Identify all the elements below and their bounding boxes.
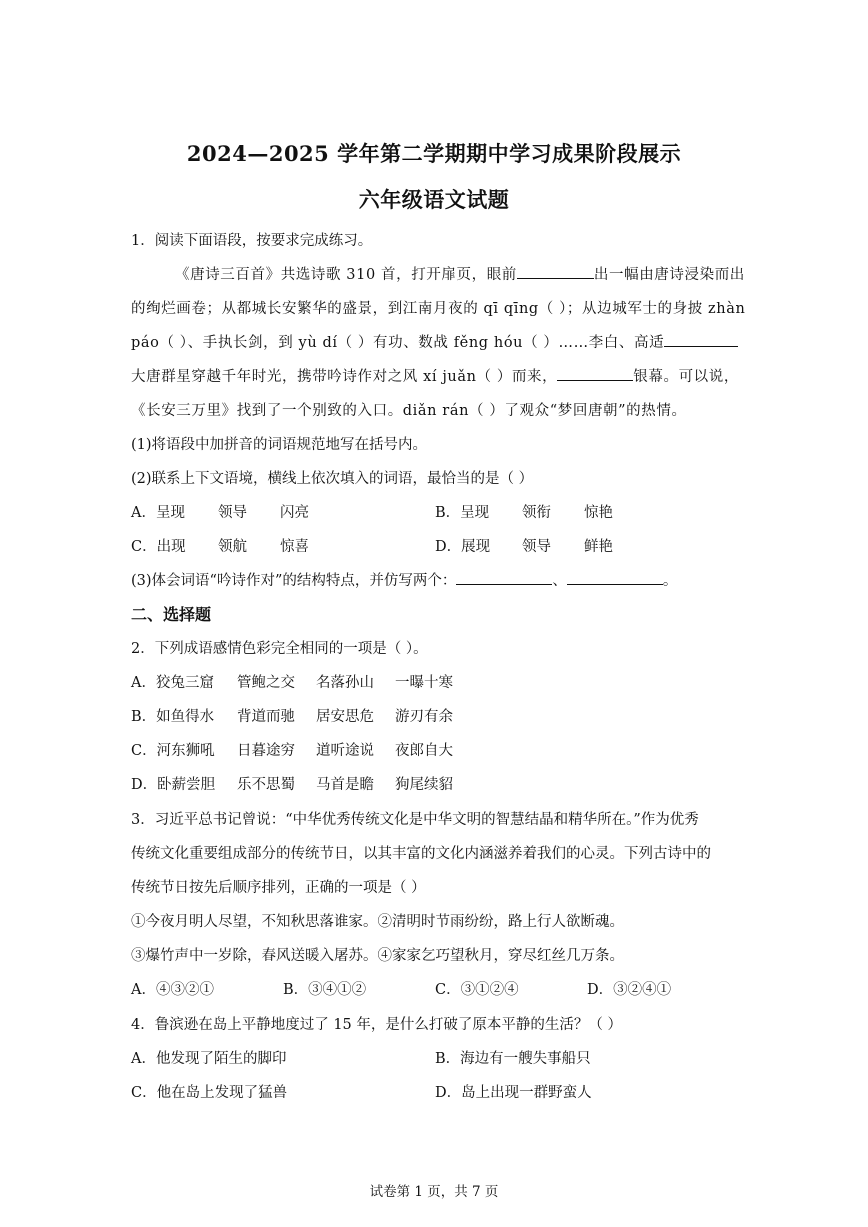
q1-sub3-blank-1[interactable] — [456, 570, 552, 585]
q1-passage-line-3 — [131, 331, 738, 352]
exam-subtitle: 六年级语文试题 — [358, 187, 510, 212]
q1-blank-2[interactable] — [664, 332, 738, 347]
q4-stem: 4．鲁滨逊在岛上平静地度过了 15 年，是什么打破了原本平静的生活？（ ） — [131, 1017, 623, 1033]
q2-option-b[interactable]: B．如鱼得水 背道而驰 居安思危 游刃有余 — [131, 709, 453, 725]
q1-passage-text: 银幕。可以说， — [633, 369, 739, 385]
q1-passage-line-1 — [175, 263, 745, 284]
q3-stem-line-1: 3．习近平总书记曾说：“中华优秀传统文化是中华文明的智慧结晶和精华所在。”作为优秀 — [131, 812, 699, 828]
q1-passage-text: 《唐诗三百首》共选诗歌 310 首，打开扉页，眼前 — [175, 267, 517, 283]
q3-option-b[interactable]: B．③④①② — [283, 982, 367, 998]
q4-option-c[interactable]: C．他在岛上发现了猛兽 — [131, 1085, 288, 1101]
q3-poem-line-1: ①今夜月明人尽望，不知秋思落谁家。②清明时节雨纷纷，路上行人欲断魂。 — [131, 914, 624, 930]
q1-blank-3[interactable] — [557, 366, 633, 381]
q1-passage-line-2: 的绚烂画卷；从都城长安繁华的盛景，到江南月夜的 qī qīng（ ）；从边城军士的身披 zhàn — [131, 301, 746, 317]
q3-option-a[interactable]: A．④③②① — [131, 982, 214, 998]
q1-passage-text: 出一幅由唐诗浸染而出 — [593, 267, 745, 283]
q1-option-a[interactable]: A．呈现 领导 闪亮 — [131, 505, 309, 521]
q4-option-b[interactable]: B．海边有一艘失事船只 — [435, 1051, 591, 1067]
q2-option-c[interactable]: C．河东狮吼 日暮途穷 道听途说 夜郎自大 — [131, 743, 453, 759]
exam-title: 2024—2025 学年第二学期期中学习成果阶段展示 — [186, 141, 682, 166]
q1-passage-text: 大唐群星穿越千年时光，携带吟诗作对之风 xí juǎn（ ）而来， — [131, 369, 558, 385]
q1-sub3: (3)体会词语“吟诗作对”的结构特点，并仿写两个： 、 。 — [131, 569, 677, 590]
q1-sub2: (2)联系上下文语境，横线上依次填入的词语，最恰当的是（ ） — [131, 471, 534, 487]
q1-sub3-blank-2[interactable] — [567, 570, 663, 585]
q2-stem: 2．下列成语感情色彩完全相同的一项是（ ）。 — [131, 641, 428, 657]
q3-stem-line-2: 传统文化重要组成部分的传统节日，以其丰富的文化内涵滋养着我们的心灵。下列古诗中的 — [131, 846, 711, 862]
section-heading: 二、选择题 — [131, 605, 212, 624]
page-footer: 试卷第 1 页，共 7 页 — [369, 1184, 499, 1200]
q1-passage-text: páo（ ）、手执长剑，到 yù dí（ ）有功、数战 fěng hóu（ ）……李白、高适 — [131, 335, 665, 351]
q1-option-c[interactable]: C．出现 领航 惊喜 — [131, 539, 309, 555]
q1-passage-line-5: 《长安三万里》找到了一个别致的入口。diǎn rán（ ）了观众“梦回唐朝”的热情。 — [131, 403, 687, 419]
q3-option-d[interactable]: D．③②④① — [587, 982, 672, 998]
q1-sub1: (1)将语段中加拼音的词语规范地写在括号内。 — [131, 437, 428, 453]
q2-option-a[interactable]: A．狡兔三窟 管鲍之交 名落孙山 一曝十寒 — [131, 675, 453, 691]
q2-option-d[interactable]: D．卧薪尝胆 乐不思蜀 马首是瞻 狗尾续貂 — [131, 777, 453, 793]
q1-stem: 1．阅读下面语段，按要求完成练习。 — [131, 233, 373, 249]
q3-poem-line-2: ③爆竹声中一岁除，春风送暖入屠苏。④家家乞巧望秋月，穿尽红丝几万条。 — [131, 948, 624, 964]
q3-stem-line-3: 传统节日按先后顺序排列，正确的一项是（ ） — [131, 880, 426, 896]
q3-option-c[interactable]: C．③①②④ — [435, 982, 519, 998]
q4-option-d[interactable]: D．岛上出现一群野蛮人 — [435, 1085, 592, 1101]
q1-option-d[interactable]: D．展现 领导 鲜艳 — [435, 539, 613, 555]
q1-blank-1[interactable] — [517, 264, 594, 279]
q1-option-b[interactable]: B．呈现 领衔 惊艳 — [435, 505, 613, 521]
q1-passage-line-4 — [131, 365, 739, 386]
q4-option-a[interactable]: A．他发现了陌生的脚印 — [131, 1051, 287, 1067]
